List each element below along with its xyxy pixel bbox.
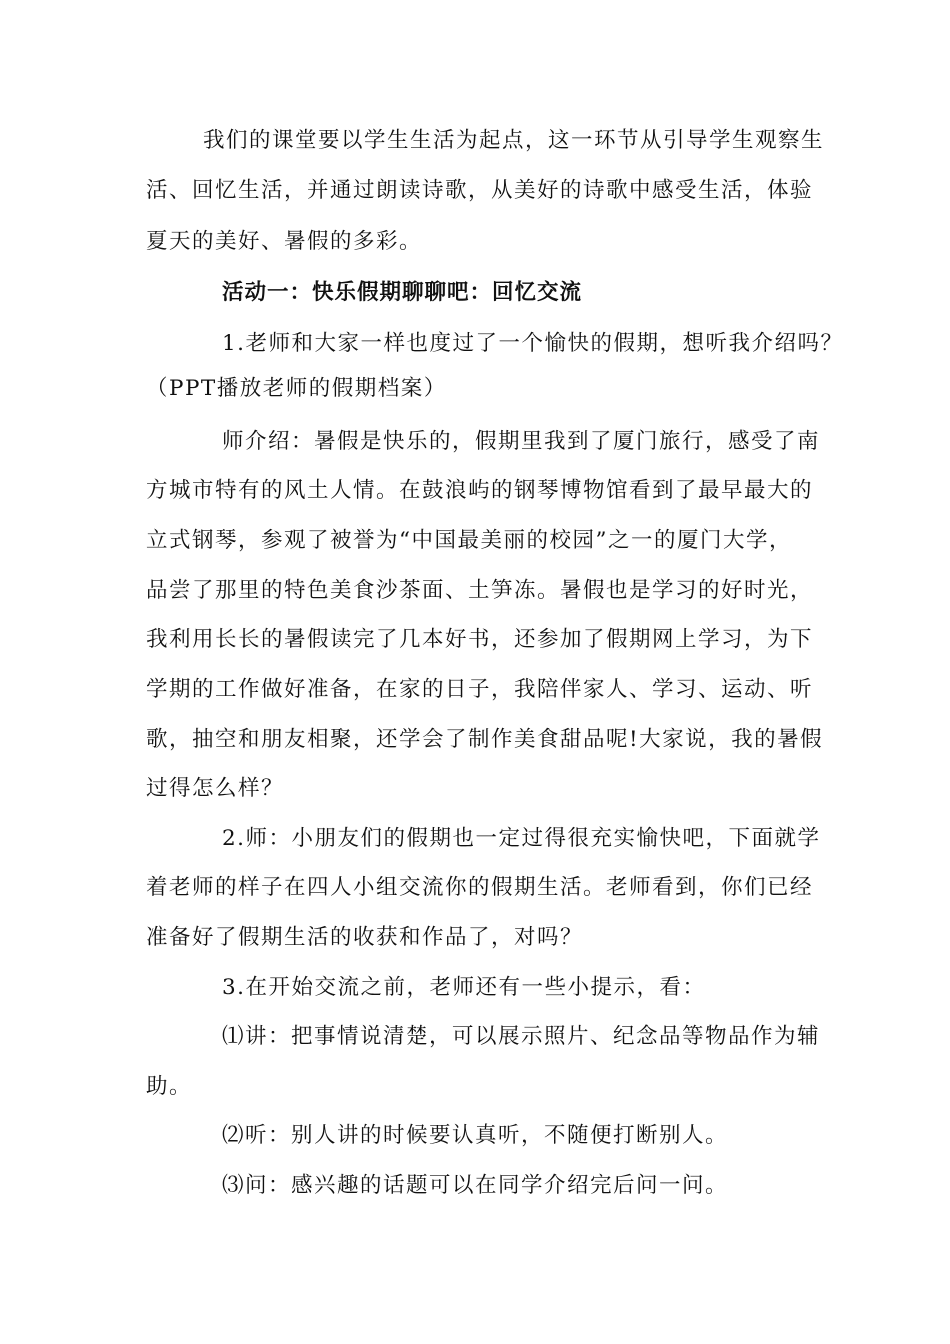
item3-line: 3.在开始交流之前，老师还有一些小提示，看： [222,975,706,1000]
intro-line-2: 活、回忆生活，并通过朗读诗歌，从美好的诗歌中感受生活，体验 [146,178,814,203]
intro-line-1: 我们的课堂要以学生生活为起点，这一环节从引导学生观察生 [203,128,825,153]
teacher-intro-line-1: 师介绍：暑假是快乐的，假期里我到了厦门旅行，感受了南 [222,429,821,454]
item2-line-1: 2.师：小朋友们的假期也一定过得很充实愉快吧，下面就学 [222,826,821,851]
tip2-line: ⑵听：别人讲的时候要认真听，不随便打断别人。 [222,1123,729,1148]
intro-line-3: 夏天的美好、暑假的多彩。 [146,229,423,254]
teacher-intro-line-3: 立式钢琴，参观了被誉为“中国最美丽的校园”之一的厦门大学， [146,528,792,553]
teacher-intro-line-5: 我利用长长的暑假读完了几本好书，还参加了假期网上学习，为下 [146,627,814,652]
teacher-intro-line-6: 学期的工作做好准备，在家的日子，我陪伴家人、学习、运动、听 [146,677,814,702]
tip1-line-2: 助。 [146,1074,193,1099]
tip3-line: ⑶问：感兴趣的话题可以在同学介绍完后问一问。 [222,1173,729,1198]
teacher-intro-line-4: 品尝了那里的特色美食沙茶面、土笋冻。暑假也是学习的好时光， [146,578,814,603]
teacher-intro-line-2: 方城市特有的风土人情。在鼓浪屿的钢琴博物馆看到了最早最大的 [146,478,814,503]
item1-line-1: 1.老师和大家一样也度过了一个愉快的假期，想听我介绍吗？ [222,331,844,356]
item2-line-3: 准备好了假期生活的收获和作品了，对吗？ [146,925,584,950]
item2-line-2: 着老师的样子在四人小组交流你的假期生活。老师看到，你们已经 [146,875,814,900]
tip1-line-1: ⑴讲：把事情说清楚，可以展示照片、纪念品等物品作为辅 [222,1024,821,1049]
teacher-intro-line-7: 歌，抽空和朋友相聚，还学会了制作美食甜品呢!大家说，我的暑假 [146,727,824,752]
activity-heading: 活动一：快乐假期聊聊吧：回忆交流 [222,280,583,305]
item1-line-2: （PPT播放老师的假期档案） [146,376,447,401]
teacher-intro-line-8: 过得怎么样？ [146,776,285,801]
